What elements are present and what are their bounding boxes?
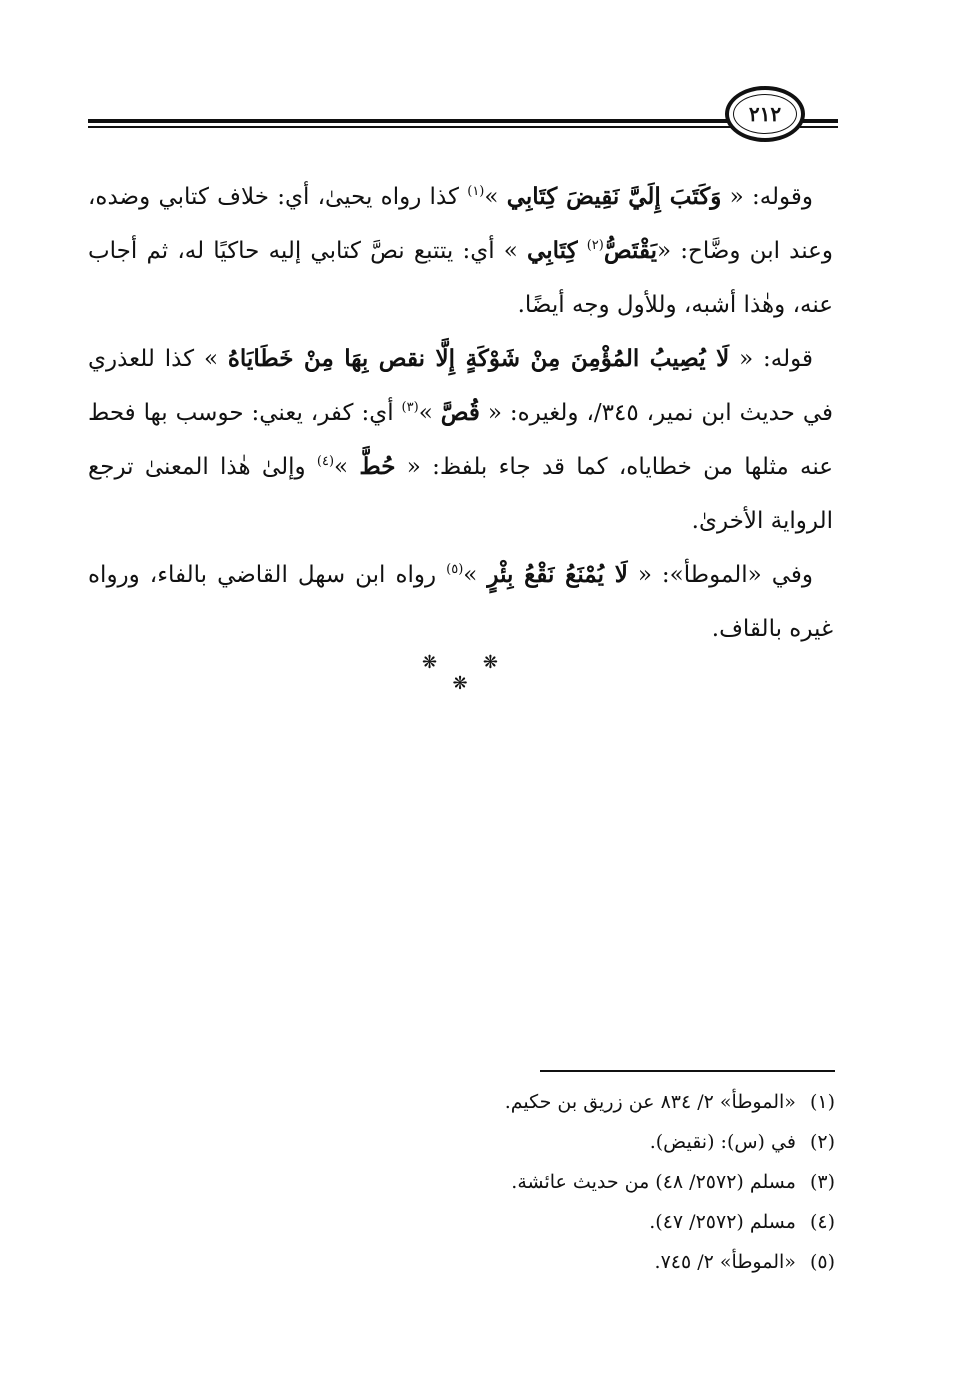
text-run bbox=[578, 238, 587, 264]
footnote-ref: (٢) bbox=[586, 238, 604, 253]
header-rule-thin bbox=[88, 126, 733, 128]
text-run: وقوله: « bbox=[721, 184, 814, 210]
footnote-number: (٢) bbox=[809, 1131, 835, 1153]
footnote-ref: (٥) bbox=[446, 562, 464, 577]
text-run: » bbox=[463, 562, 488, 588]
header-rule-thick bbox=[88, 119, 733, 123]
text-run: » كذا للعذري في حديث ابن نمير، ٣٤٥/، ولغيره: « bbox=[88, 346, 833, 426]
paragraph-3 bbox=[88, 548, 833, 656]
page-number: ٢١٢ bbox=[748, 102, 782, 126]
footnote-ref: (١) bbox=[467, 184, 485, 199]
paragraph-1 bbox=[88, 170, 833, 332]
footnote-text: مسلم (٢٥٧٢/ ٤٧). bbox=[649, 1211, 796, 1233]
text-run: رواه ابن سهل القاضي بالفاء، ورواه غيره بالقاف. bbox=[88, 562, 833, 642]
text-run: » bbox=[484, 184, 507, 210]
footnote-divider bbox=[540, 1070, 835, 1072]
footnote-text: مسلم (٢٥٧٢/ ٤٨) من حديث عائشة. bbox=[511, 1171, 796, 1193]
quoted-word: كِتَابِي bbox=[527, 237, 578, 264]
footnote-item bbox=[420, 1082, 835, 1122]
text-run: قوله: « bbox=[729, 346, 813, 372]
quoted-hadith: لَا يُمْنَعُ نَقْعُ بِئْرٍ bbox=[487, 561, 628, 588]
header-rule-right-thin bbox=[800, 126, 838, 128]
text-run: كذا رواه يحيىٰ، أي: خلاف كتابي وضده، وعند ابن وضَّاح: « bbox=[88, 184, 834, 264]
quoted-word: يَقْتَصُّ bbox=[603, 237, 658, 264]
main-text bbox=[88, 170, 833, 656]
paragraph-2 bbox=[88, 332, 833, 548]
quoted-word: قُصَّ bbox=[440, 399, 480, 426]
quoted-word: حُطَّ bbox=[359, 453, 396, 480]
footnote-number: (٤) bbox=[809, 1211, 835, 1233]
footnote-ref: (٣) bbox=[401, 400, 419, 415]
footnotes bbox=[420, 1082, 835, 1282]
page-number-oval bbox=[725, 86, 805, 142]
footnote-text: في (س): (نقيض). bbox=[649, 1131, 796, 1153]
text-run: » أي: يتتبع نصَّ كتابي إليه حاكيًا له، ثم أجاب عنه، وهٰذا أشبه، وللأول وجه أيضًا. bbox=[88, 238, 833, 318]
header-rule-right-thick bbox=[800, 119, 838, 123]
text-run: » bbox=[334, 454, 360, 480]
page-header bbox=[88, 86, 838, 136]
footnote-item bbox=[420, 1202, 835, 1242]
footnote-number: (٣) bbox=[809, 1171, 835, 1193]
footnote-number: (٥) bbox=[809, 1251, 835, 1273]
footnote-item bbox=[420, 1242, 835, 1282]
footnote-item bbox=[420, 1162, 835, 1202]
text-run: أي: كفر، يعني: حوسب بها فحط عنه مثلها من خطاياه، كما قد جاء بلفظ: « bbox=[88, 400, 833, 480]
text-run: » bbox=[418, 400, 441, 426]
text-run: وإلىٰ هٰذا المعنىٰ ترجع الرواية الأخرىٰ. bbox=[88, 454, 833, 534]
quoted-hadith: وَكَتَبَ إِلَيَّ نَقِيضَ كِتَابِي bbox=[506, 183, 722, 210]
footnote-number: (١) bbox=[809, 1091, 835, 1113]
text-run: وفي «الموطأ»: « bbox=[627, 562, 813, 588]
footnote-text: «الموطأ» ٢/ ٨٣٤ عن زريق بن حكيم. bbox=[504, 1091, 796, 1113]
footnote-item bbox=[420, 1122, 835, 1162]
quoted-hadith: لَا يُصِيبُ المُؤْمِنَ مِنْ شَوْكَةٍ إِلَّا نقص بِهَا مِنْ خَطَايَاهُ bbox=[227, 345, 730, 372]
section-separator: ❋ ❋ ❋ bbox=[422, 652, 518, 694]
footnote-ref: (٤) bbox=[316, 454, 335, 469]
footnote-text: «الموطأ» ٢/ ٧٤٥. bbox=[654, 1251, 796, 1273]
